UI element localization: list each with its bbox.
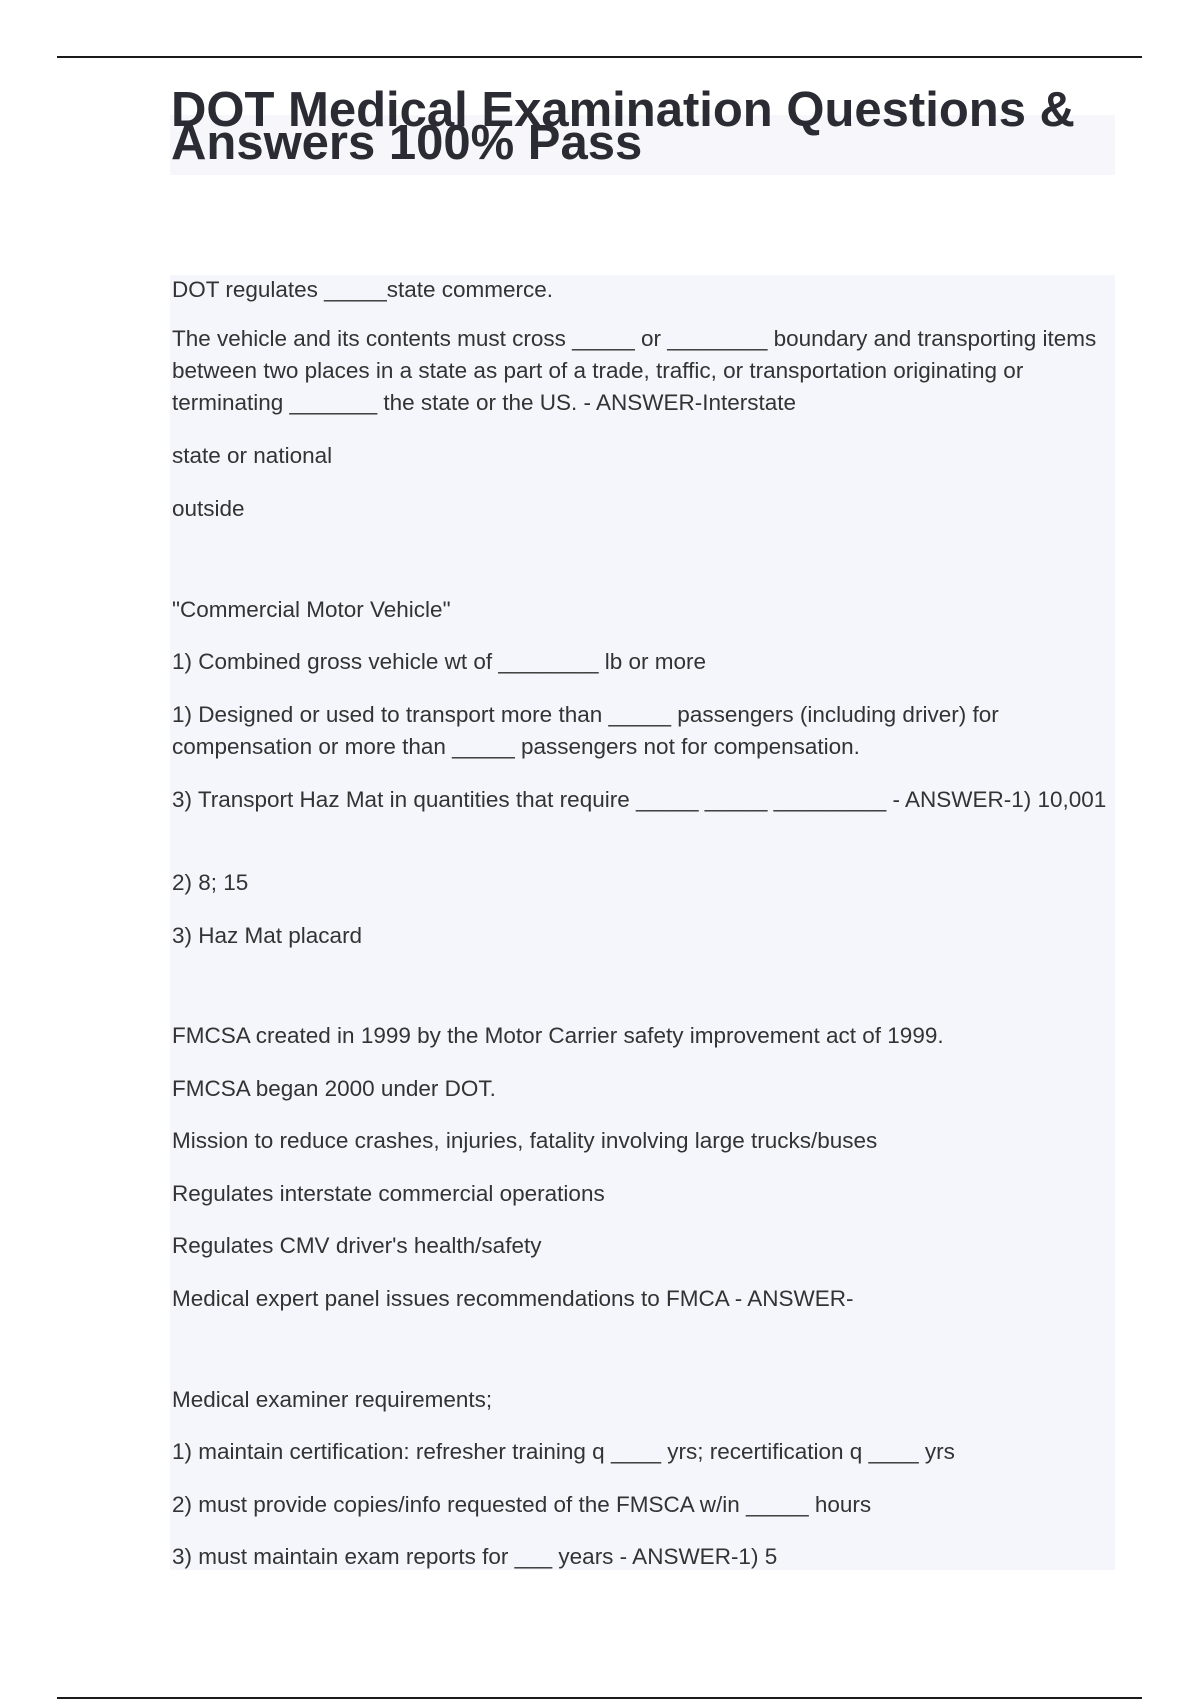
question-medical-examiner: Medical examiner requirements; bbox=[172, 1387, 493, 1412]
question-interstate-detail: The vehicle and its contents must cross _____ or ________ boundary and transporting items between two places in a state as part of a trade, traffic, or transportation originating or terminating _______ the state or the US. - ANSWER-Interstate bbox=[172, 326, 1103, 415]
question-line: Regulates CMV driver's health/safety bbox=[172, 1233, 542, 1258]
question-line: 1) maintain certification: refresher training q ____ yrs; recertification q ____ yrs bbox=[172, 1439, 955, 1464]
top-divider bbox=[57, 56, 1142, 58]
question-line: 1) Designed or used to transport more than _____ passengers (including driver) for compensation or more than _____ passengers not for compensation. bbox=[172, 702, 1005, 759]
answer-line: 3) Haz Mat placard bbox=[172, 923, 363, 948]
question-line: Regulates interstate commercial operations bbox=[172, 1181, 605, 1206]
question-line: 2) must provide copies/info requested of the FMSCA w/in _____ hours bbox=[172, 1492, 872, 1517]
answer-line: state or national bbox=[172, 443, 333, 468]
question-cmv-heading: "Commercial Motor Vehicle" bbox=[172, 597, 451, 622]
answer-line: outside bbox=[172, 496, 245, 521]
question-line: 1) Combined gross vehicle wt of ________ lb or more bbox=[172, 649, 707, 674]
question-fmcsa: FMCSA created in 1999 by the Motor Carrier safety improvement act of 1999. bbox=[172, 1023, 944, 1048]
bottom-divider bbox=[57, 1697, 1142, 1699]
question-line: FMCSA began 2000 under DOT. bbox=[172, 1076, 496, 1101]
question-line: 3) must maintain exam reports for ___ years - ANSWER-1) 5 bbox=[172, 1544, 778, 1569]
question-line: 3) Transport Haz Mat in quantities that require _____ _____ _________ - ANSWER-1) 10,001 bbox=[172, 787, 1107, 812]
question-line: Mission to reduce crashes, injuries, fatality involving large trucks/buses bbox=[172, 1128, 878, 1153]
question-interstate: DOT regulates _____state commerce. bbox=[172, 277, 554, 302]
document-title: DOT Medical Examination Questions & Answers 100% Pass bbox=[171, 83, 1075, 170]
answer-line: 2) 8; 15 bbox=[172, 870, 249, 895]
question-line: Medical expert panel issues recommendations to FMCA - ANSWER- bbox=[172, 1286, 854, 1311]
